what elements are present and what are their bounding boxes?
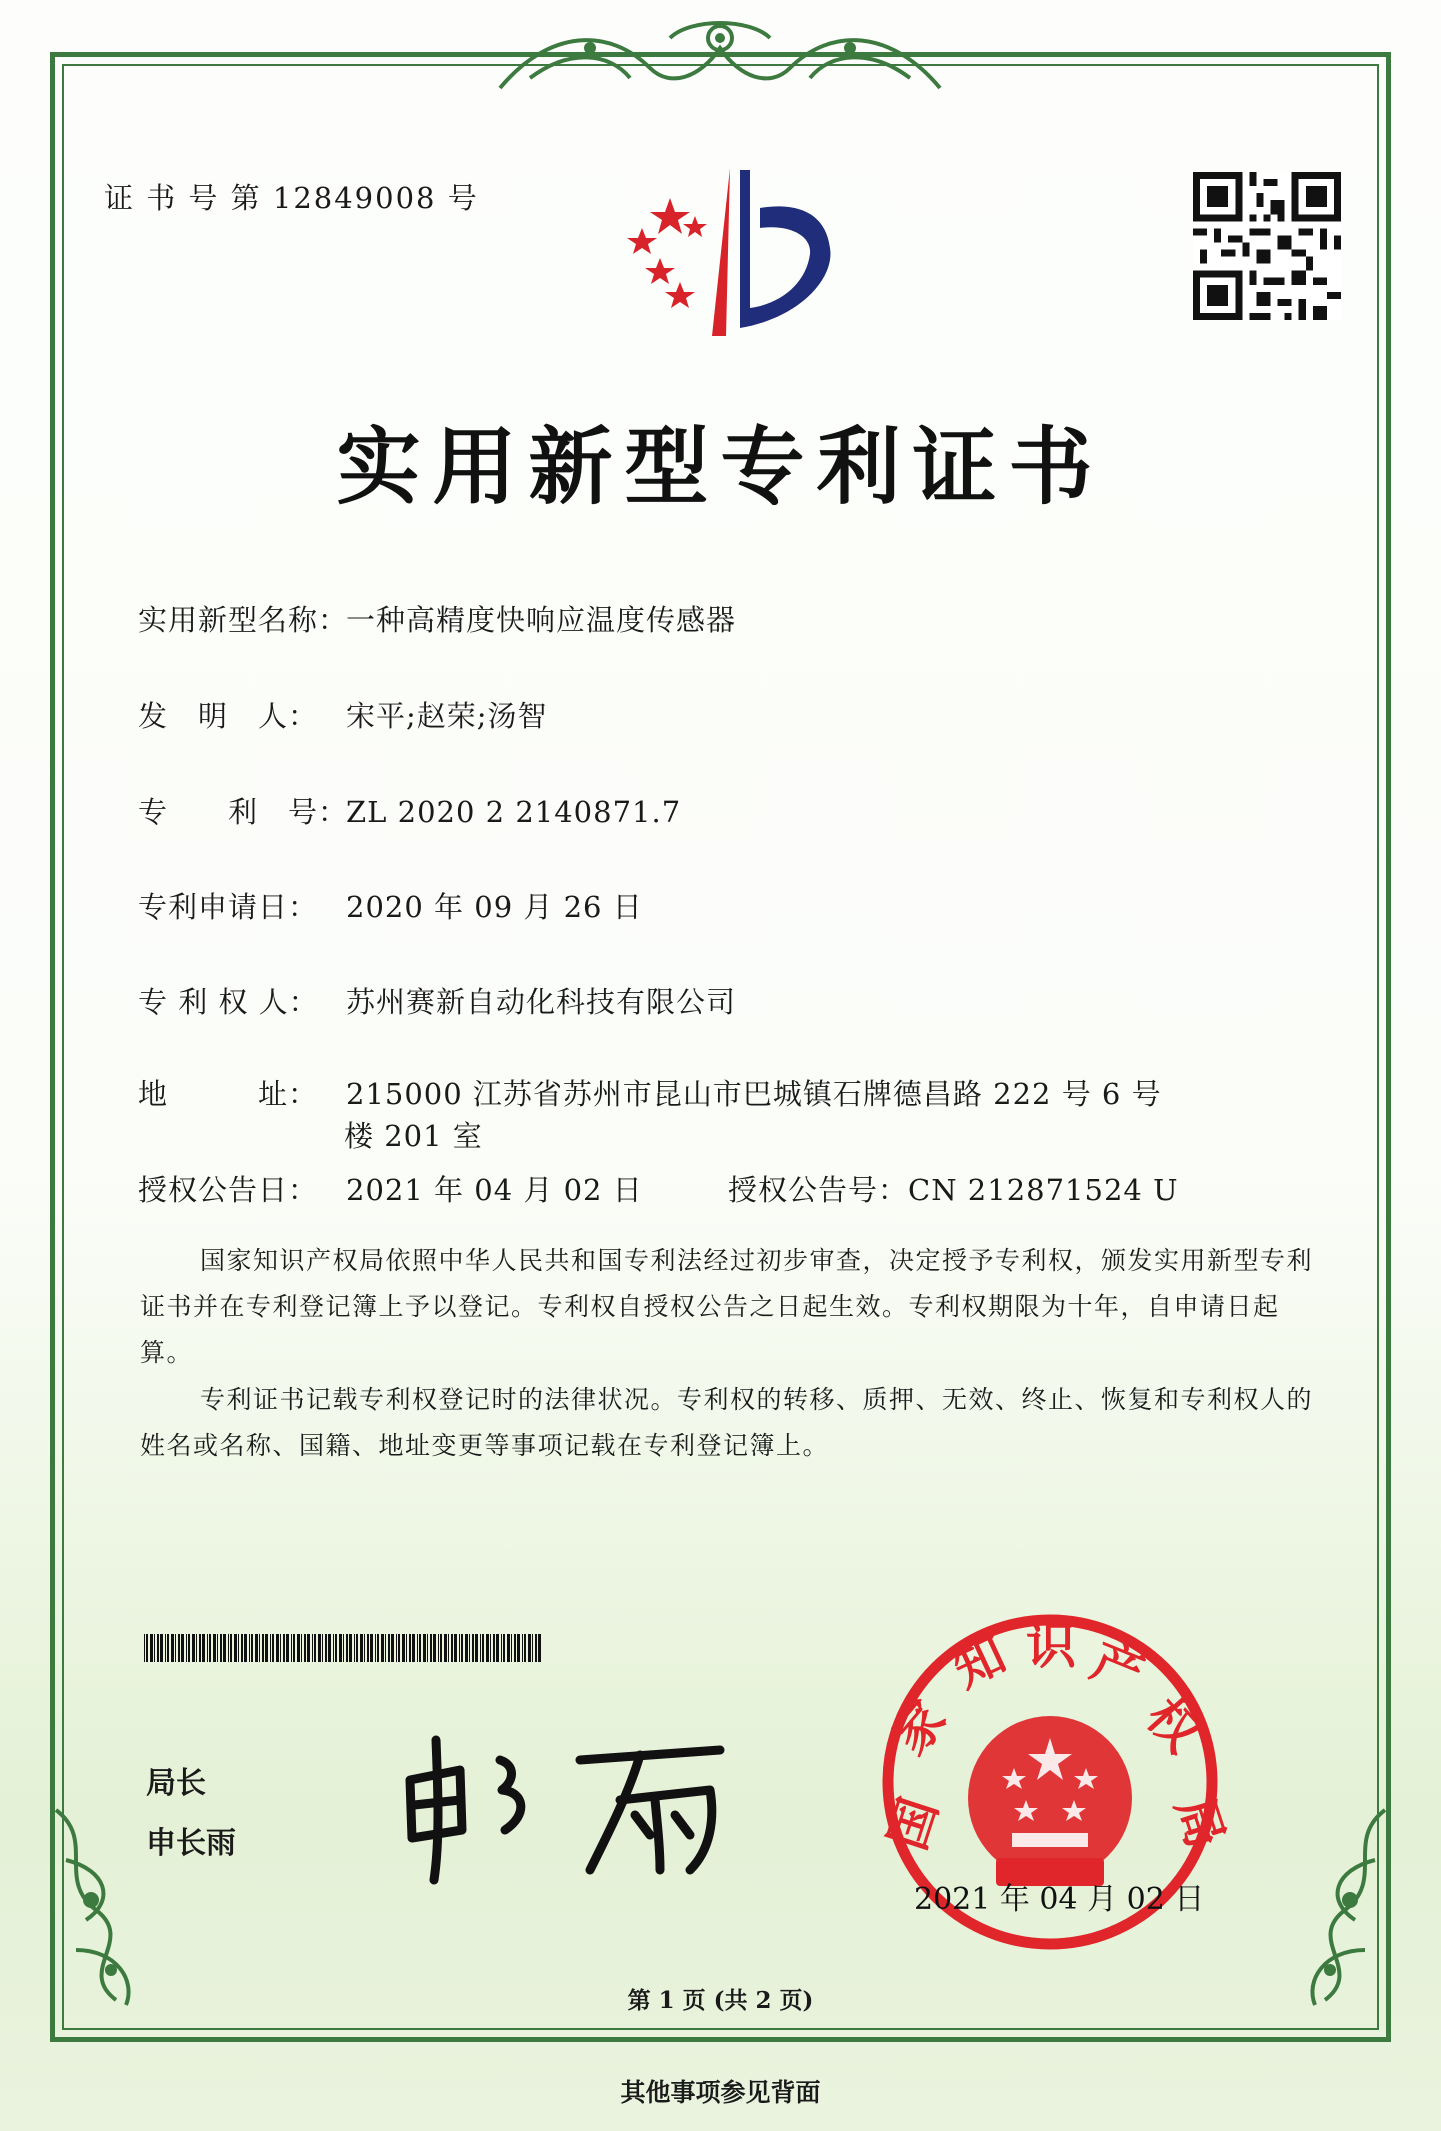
utility-model-name-row (138, 598, 736, 639)
address-label: 地 址： (138, 1077, 319, 1111)
utility-model-name-value: 一种高精度快响应温度传感器 (346, 603, 737, 637)
patentee-label: 专 利 权 人： (138, 985, 319, 1019)
application-date-label: 专利申请日： (138, 890, 319, 924)
certificate-number (104, 176, 479, 217)
qr-code-icon (1193, 172, 1341, 320)
patentee-value: 苏州赛新自动化科技有限公司 (346, 985, 737, 1019)
publication-date-value: 2021 年 04 月 02 日 (346, 1173, 643, 1207)
certificate-number-value: 12849008 (272, 181, 437, 215)
publication-number-label: 授权公告号： (728, 1173, 909, 1207)
publication-date-label: 授权公告日： (138, 1173, 319, 1207)
address-value-line2: 楼 201 室 (344, 1119, 483, 1153)
bottom-right-ornament-icon (1255, 1800, 1405, 2010)
svg-text:知: 知 (944, 1624, 1015, 1699)
footer-note: 其他事项参见背面 (620, 2078, 821, 2107)
svg-text:局: 局 (1164, 1789, 1237, 1856)
legal-status-paragraph: 专利证书记载专利权登记时的法律状况。专利权的转移、质押、无效、终止、恢复和专利权人的姓名或名称、国籍、地址变更等事项记载在专利登记簿上。 (140, 1385, 1314, 1460)
patent-number-row (138, 790, 681, 831)
director-title: 局长 (146, 1766, 206, 1801)
director-signature-icon (390, 1720, 750, 1890)
certificate-title: 实用新型专利证书 (336, 417, 1105, 516)
publication-date-row (138, 1168, 643, 1209)
svg-text:识: 识 (1026, 1616, 1076, 1675)
barcode-icon (144, 1634, 540, 1662)
address-row (138, 1072, 1162, 1113)
inventor-row (138, 694, 548, 735)
patent-office-emblem-icon (600, 158, 840, 348)
director-name: 申长雨 (146, 1826, 236, 1861)
top-ornament-icon (490, 8, 950, 98)
inventor-label: 发 明 人： (138, 699, 319, 733)
seal-date: 2021 年 04 月 02 日 (914, 1882, 1205, 1917)
grant-statement-paragraph: 国家知识产权局依照中华人民共和国专利法经过初步审查，决定授予专利权，颁发实用新型专利证书并在专利登记簿上予以登记。专利权自授权公告之日起生效。专利权期限为十年，自申请日起算。 (140, 1246, 1314, 1367)
application-date-value: 2020 年 09 月 26 日 (346, 890, 643, 924)
patent-number-value: ZL 2020 2 2140871.7 (346, 795, 682, 829)
address-value-line1: 215000 江苏省苏州市昆山市巴城镇石牌德昌路 222 号 6 号 (346, 1077, 1162, 1111)
certificate-number-label: 证 书 号 第 (104, 181, 262, 215)
patentee-row (138, 980, 736, 1021)
publication-number-row (728, 1168, 1179, 1209)
svg-text:产: 产 (1083, 1630, 1152, 1704)
certificate-number-suffix: 号 (447, 181, 479, 215)
patent-number-label: 专 利 号： (138, 795, 349, 829)
utility-model-name-label: 实用新型名称： (138, 603, 349, 637)
inventor-value: 宋平;赵荣;汤智 (346, 699, 548, 733)
svg-text:权: 权 (1135, 1686, 1213, 1764)
publication-number-value: CN 212871524 U (908, 1173, 1179, 1207)
svg-text:国: 国 (877, 1790, 949, 1857)
application-date-row (138, 885, 643, 926)
svg-text:家: 家 (879, 1689, 958, 1766)
page-indicator: 第 1 页 (共 2 页) (627, 1987, 814, 2014)
